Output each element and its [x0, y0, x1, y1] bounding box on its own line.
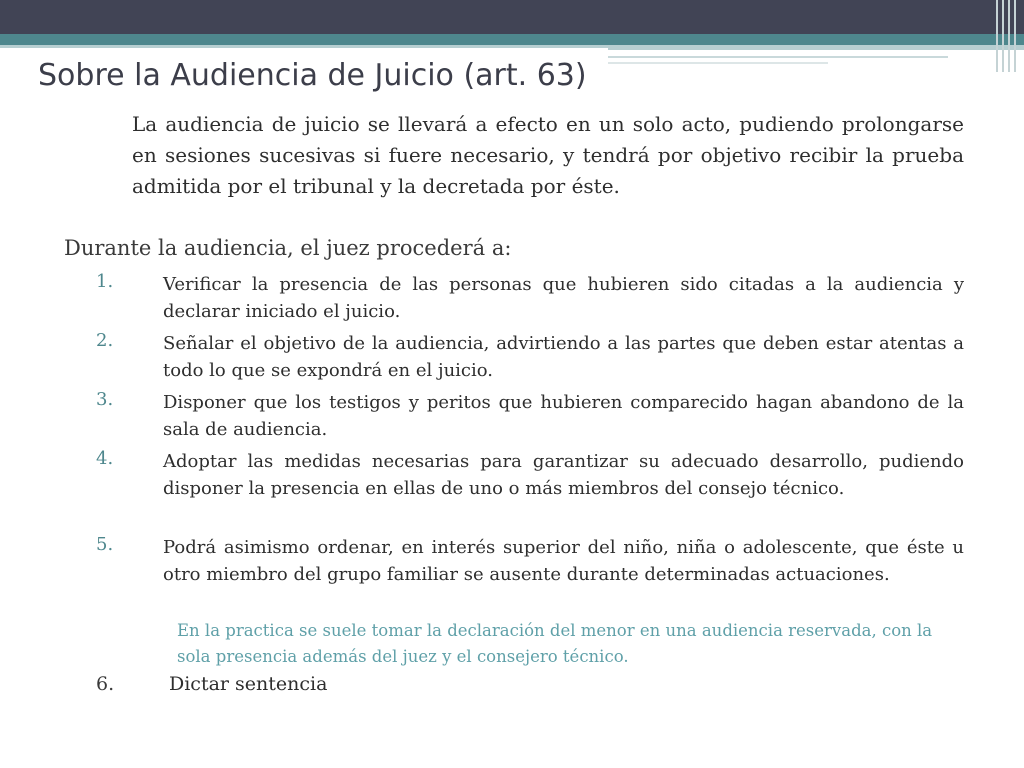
list-item-number: 5. [96, 534, 114, 555]
list-item-number: 2. [96, 330, 114, 351]
list-item-number: 4. [96, 448, 114, 469]
list-item-text: Dictar sentencia [169, 673, 328, 695]
list-item-text: Podrá asimismo ordenar, en interés superior del niño, niña o adolescente, que éste u otro miembro del grupo familiar se ausente durante determinadas actuaciones. [163, 537, 964, 585]
decorative-vertical-lines [994, 0, 1024, 72]
list-item-text: Verificar la presencia de las personas que hubieren sido citadas a la audiencia y declarar iniciado el juicio. [163, 274, 964, 322]
list-item-number: 6. [96, 673, 115, 695]
list-item-text: Disponer que los testigos y peritos que hubieren comparecido hagan abandono de la sala de audiencia. [163, 392, 964, 440]
list-item-text: Señalar el objetivo de la audiencia, advirtiendo a las partes que deben estar atentas a todo lo que se expondrá en el juicio. [163, 333, 964, 381]
header-bar [0, 0, 1024, 34]
list-item-number: 3. [96, 389, 114, 410]
practice-note: En la practica se suele tomar la declaración del menor en una audiencia reservada, con la sola presencia además del juez y el consejero técnico. [177, 621, 933, 666]
decorative-line [608, 56, 948, 58]
list-lead-text: Durante la audiencia, el juez procederá a: [64, 236, 512, 260]
list-item-text: Adoptar las medidas necesarias para garantizar su adecuado desarrollo, pudiendo disponer la presencia en ellas de uno o más miembros del consejo técnico. [163, 451, 964, 499]
title-tab [0, 48, 608, 54]
intro-paragraph: La audiencia de juicio se llevará a efecto en un solo acto, pudiendo prolongarse en sesiones sucesivas si fuere necesario, y tendrá por objetivo recibir la prueba admitida por el tribunal y la decretada por éste. [132, 112, 964, 198]
header-accent-band [0, 34, 1024, 45]
slide-title: Sobre la Audiencia de Juicio (art. 63) [38, 58, 587, 93]
list-item-number: 1. [96, 271, 114, 292]
decorative-line [608, 62, 828, 64]
